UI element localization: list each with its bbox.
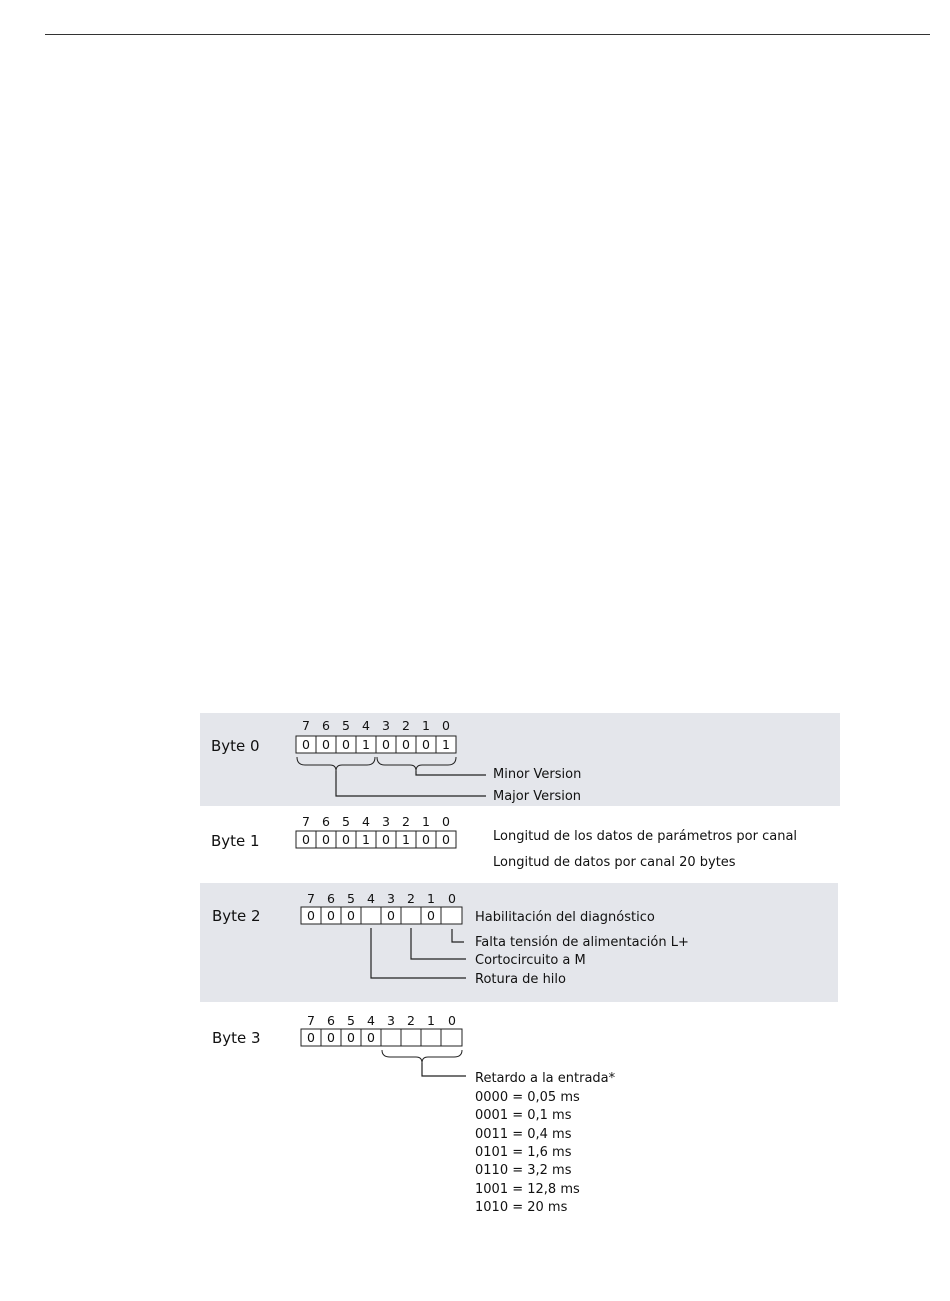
byte3-group (212, 1013, 616, 1215)
input-delay-brace (382, 1050, 462, 1063)
bit-value: 0 (307, 1030, 315, 1045)
bit-value: 0 (422, 737, 430, 752)
input-delay-leader (422, 1063, 466, 1076)
bit-value: 0 (347, 908, 355, 923)
byte1-bit-numbers (302, 814, 450, 829)
bitnum: 5 (342, 814, 350, 829)
byte3-bit-numbers (307, 1013, 456, 1028)
byte3-bit-cells (301, 1029, 462, 1046)
bitnum: 3 (387, 891, 395, 906)
bit-value: 0 (302, 737, 310, 752)
bitnum: 4 (367, 891, 375, 906)
bitnum: 0 (442, 814, 450, 829)
delay-option: 0000 = 0,05 ms (475, 1090, 580, 1105)
bit-value: 0 (327, 908, 335, 923)
diagnostic-enable-label: Habilitación del diagnóstico (475, 910, 655, 925)
bit-value: 0 (322, 832, 330, 847)
bit-cell (361, 907, 381, 924)
byte1-bit-cells (296, 831, 456, 848)
bit-value: 0 (302, 832, 310, 847)
input-delay-label: Retardo a la entrada* (475, 1071, 616, 1086)
bitnum: 6 (327, 891, 335, 906)
delay-option: 0101 = 1,6 ms (475, 1145, 572, 1160)
bitnum: 7 (302, 814, 310, 829)
bitnum: 7 (302, 718, 310, 733)
byte2-label: Byte 2 (212, 907, 261, 925)
bit-value: 0 (327, 1030, 335, 1045)
bitnum: 2 (402, 718, 410, 733)
bitnum: 0 (448, 1013, 456, 1028)
bitnum: 1 (427, 1013, 435, 1028)
bitnum: 4 (362, 718, 370, 733)
bit-value: 1 (442, 737, 450, 752)
byte1-group (211, 814, 797, 870)
bit-value: 0 (342, 737, 350, 752)
bit-cell (401, 907, 421, 924)
bit-cell (381, 1029, 401, 1046)
bit-value: 0 (442, 832, 450, 847)
bitnum: 0 (448, 891, 456, 906)
bitnum: 1 (422, 814, 430, 829)
delay-option: 1010 = 20 ms (475, 1200, 568, 1215)
bit-cell (401, 1029, 421, 1046)
delay-option: 1001 = 12,8 ms (475, 1182, 580, 1197)
bit-cell (441, 907, 462, 924)
bit-cell (421, 1029, 441, 1046)
byte3-label: Byte 3 (212, 1029, 261, 1047)
bitnum: 6 (327, 1013, 335, 1028)
supply-voltage-label: Falta tensión de alimentación L+ (475, 935, 689, 950)
bitnum: 0 (442, 718, 450, 733)
delay-option: 0001 = 0,1 ms (475, 1108, 572, 1123)
bitnum: 2 (407, 1013, 415, 1028)
bitnum: 7 (307, 891, 315, 906)
bit-cell (441, 1029, 462, 1046)
bit-value: 0 (402, 737, 410, 752)
bitnum: 2 (407, 891, 415, 906)
bitnum: 2 (402, 814, 410, 829)
bitnum: 6 (322, 814, 330, 829)
param-length-label: Longitud de los datos de parámetros por canal (493, 829, 798, 844)
bitnum: 3 (382, 814, 390, 829)
bit-value: 0 (427, 908, 435, 923)
bitnum: 4 (362, 814, 370, 829)
bitnum: 6 (322, 718, 330, 733)
input-delay-options (475, 1090, 580, 1215)
minor-version-label: Minor Version (493, 767, 582, 782)
byte0-bit-cells (296, 736, 456, 753)
byte1-label: Byte 1 (211, 832, 260, 850)
bit-value: 0 (387, 908, 395, 923)
bitnum: 3 (382, 718, 390, 733)
bitnum: 1 (422, 718, 430, 733)
bit-value: 0 (382, 737, 390, 752)
data-length-label: Longitud de datos por canal 20 bytes (493, 855, 736, 870)
wire-break-label: Rotura de hilo (475, 972, 566, 987)
bitnum: 5 (347, 1013, 355, 1028)
byte2-bit-cells (301, 907, 462, 924)
bitnum: 1 (427, 891, 435, 906)
delay-option: 0110 = 3,2 ms (475, 1163, 572, 1178)
bit-value: 0 (322, 737, 330, 752)
bit-value: 0 (382, 832, 390, 847)
bitnum: 5 (342, 718, 350, 733)
bit-value: 1 (402, 832, 410, 847)
bitnum: 7 (307, 1013, 315, 1028)
bit-value: 0 (342, 832, 350, 847)
bitnum: 3 (387, 1013, 395, 1028)
delay-option: 0011 = 0,4 ms (475, 1127, 572, 1142)
bit-value: 0 (422, 832, 430, 847)
short-circuit-label: Cortocircuito a M (475, 953, 586, 968)
bitnum: 4 (367, 1013, 375, 1028)
bit-value: 0 (307, 908, 315, 923)
bit-value: 0 (347, 1030, 355, 1045)
bitnum: 5 (347, 891, 355, 906)
bit-value: 1 (362, 832, 370, 847)
major-version-label: Major Version (493, 789, 582, 804)
bit-value: 1 (362, 737, 370, 752)
byte0-label: Byte 0 (211, 737, 260, 755)
bit-value: 0 (367, 1030, 375, 1045)
